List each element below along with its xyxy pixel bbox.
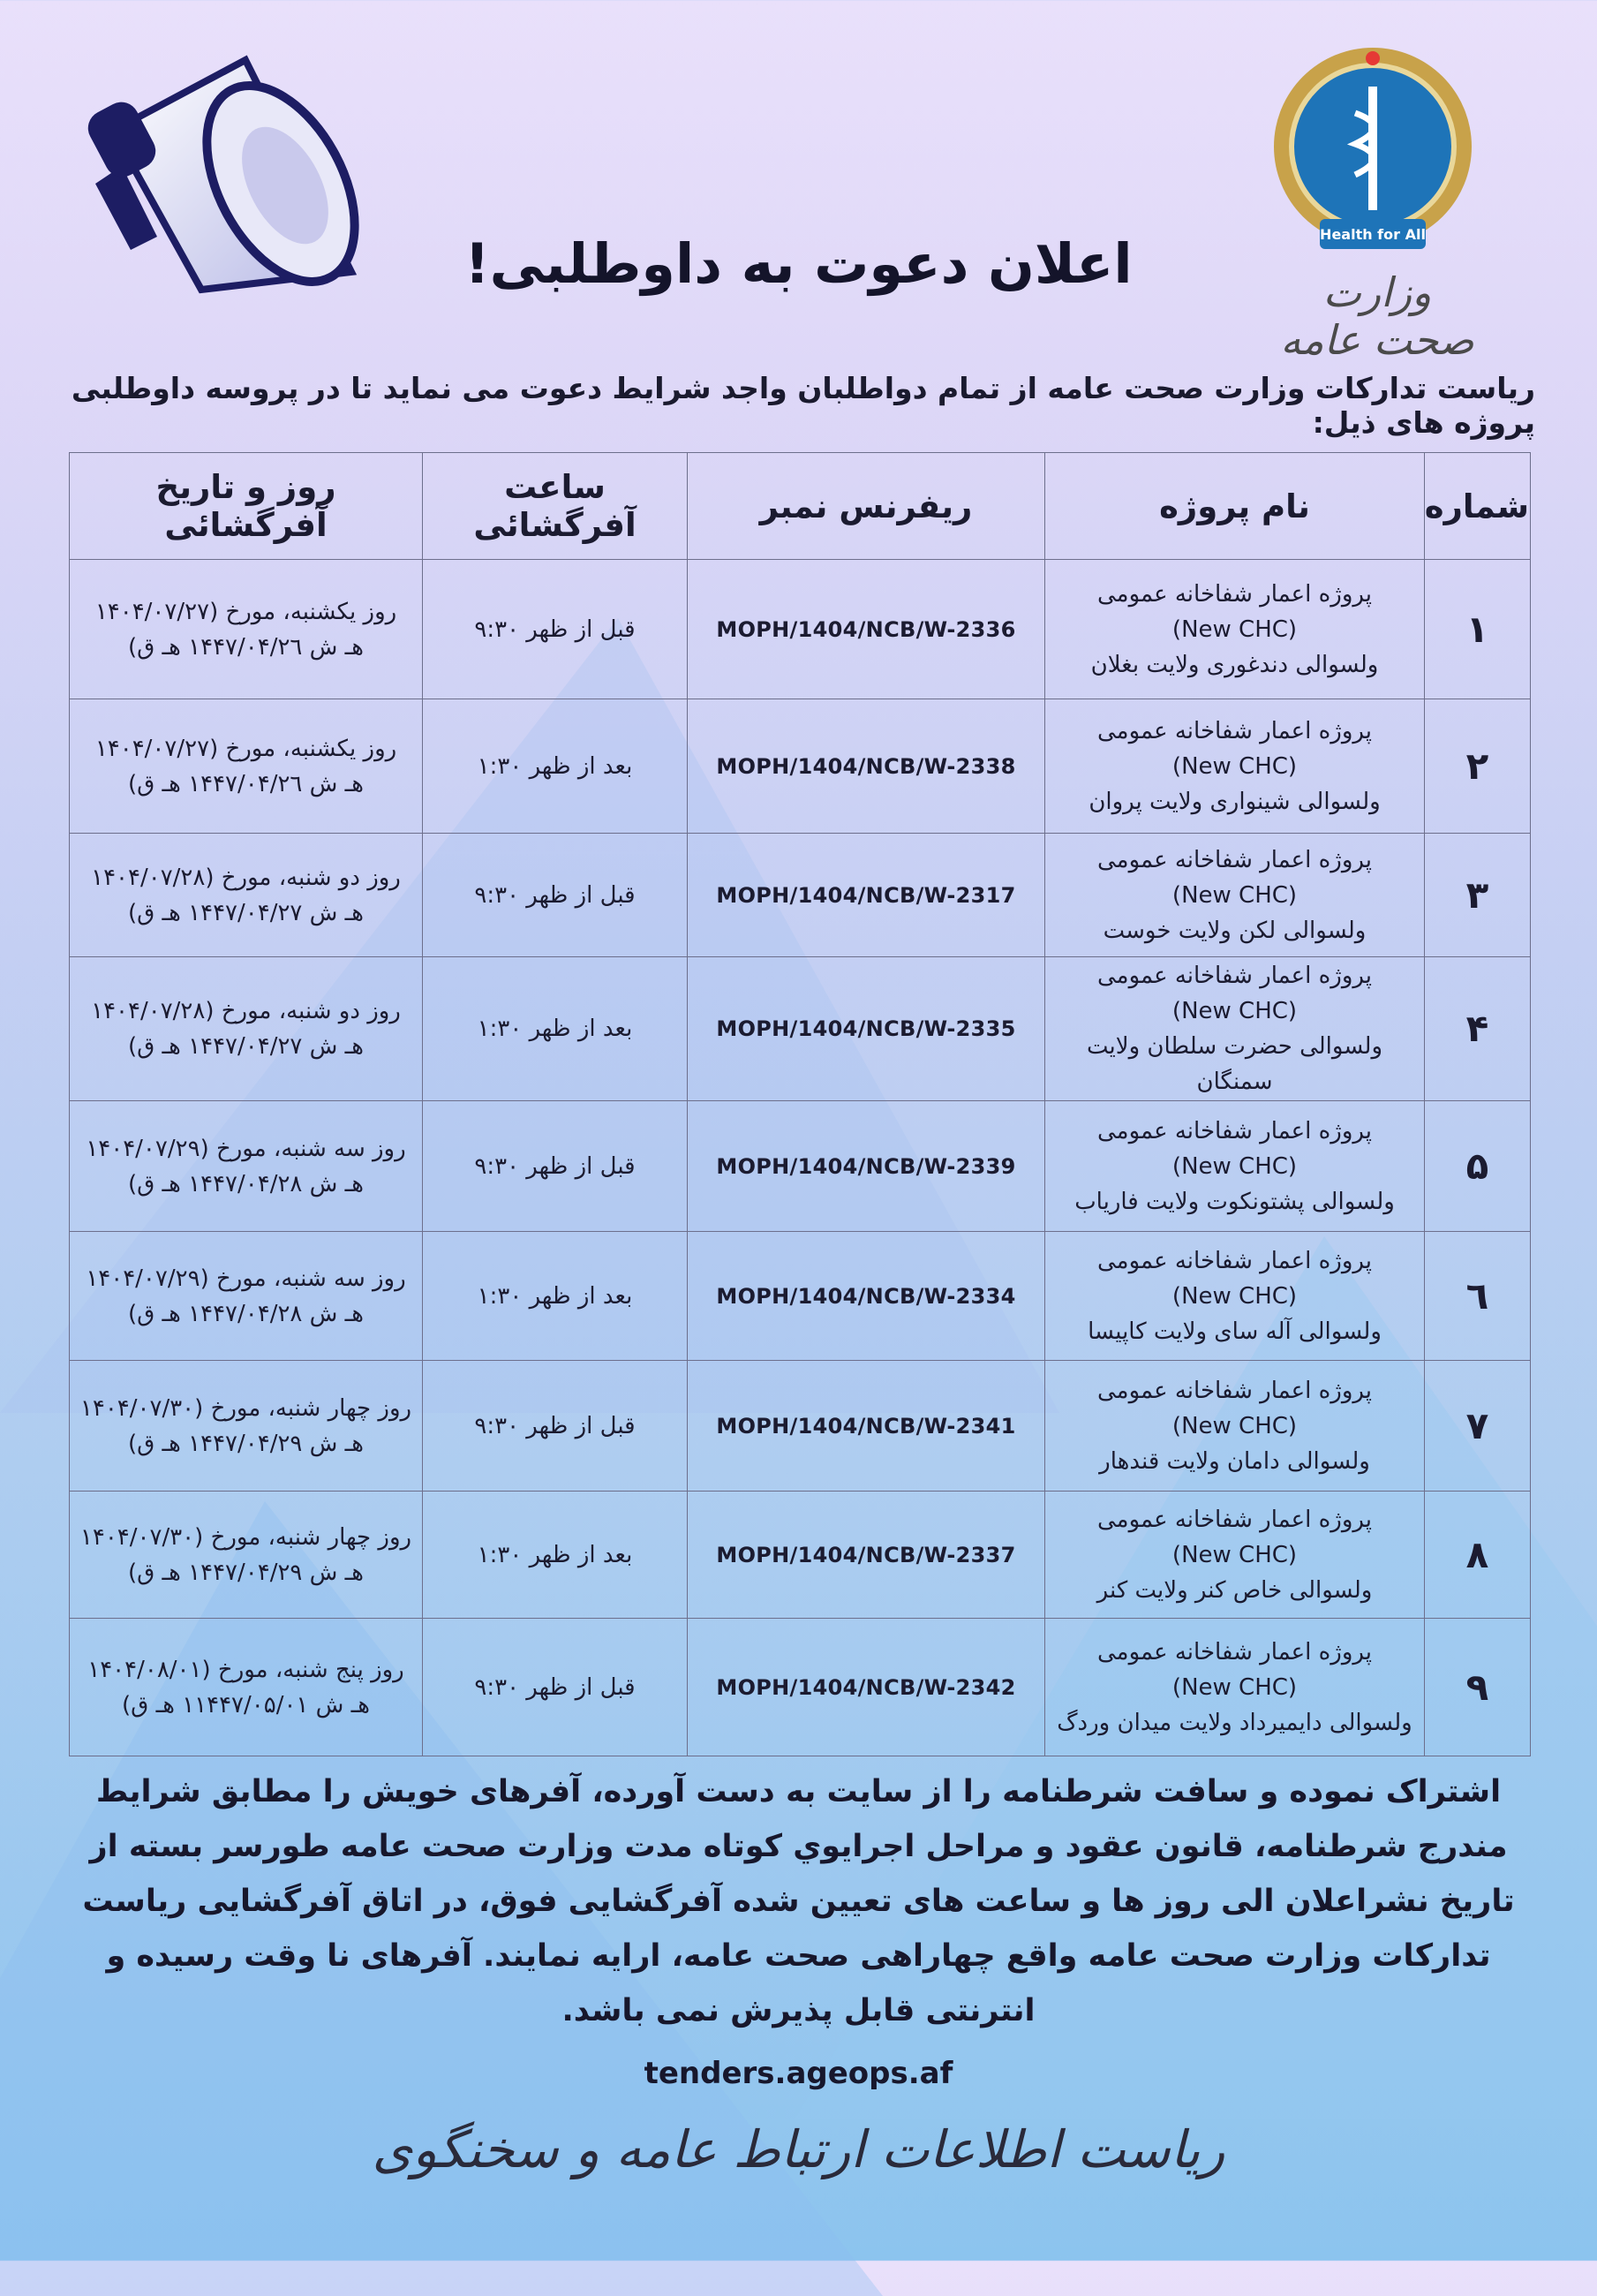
cell-date — [70, 1101, 423, 1232]
cell-date — [70, 699, 423, 834]
project-line-2: (New CHC) — [1171, 1282, 1298, 1310]
megaphone-icon — [60, 51, 378, 343]
cell-date — [70, 957, 423, 1101]
project-line-2: (New CHC) — [1171, 1412, 1298, 1439]
date-line-2: هـ ش ۱۴۴۷/۰۴/۲٦ هـ ق) — [127, 770, 365, 797]
table-row — [70, 1619, 1531, 1756]
cell-date — [70, 834, 423, 957]
table-row — [70, 1101, 1531, 1232]
table-row — [70, 1361, 1531, 1492]
cell-number: ۵ — [1425, 1101, 1531, 1232]
header-project: نام پروژه — [1045, 453, 1425, 560]
cell-reference: MOPH/1404/NCB/W-2339 — [688, 1101, 1045, 1232]
cell-reference: MOPH/1404/NCB/W-2336 — [688, 560, 1045, 699]
ministry-emblem — [1258, 42, 1549, 364]
header-number: شماره — [1425, 453, 1531, 560]
cell-date — [70, 1619, 423, 1756]
project-line-3: ولسوالی دامان ولایت قندهار — [1099, 1447, 1370, 1475]
cell-time: قبل از ظهر ۹:۳۰ — [423, 1361, 688, 1492]
project-line-1: پروژه اعمار شفاخانه عمومی — [1097, 1247, 1372, 1274]
cell-project — [1045, 699, 1425, 834]
project-line-1: پروژه اعمار شفاخانه عمومی — [1097, 1117, 1372, 1144]
project-line-3: ولسوالی حضرت سلطان ولایت سمنگان — [1086, 1033, 1383, 1095]
date-line-2: هـ ش ۱۴۴۷/۰۴/۲۸ هـ ق) — [127, 1300, 365, 1327]
date-line-2: هـ ش ۱۴۴۷/۰۴/۲۷ هـ ق) — [127, 899, 365, 926]
project-line-1: پروژه اعمار شفاخانه عمومی — [1097, 580, 1372, 608]
cell-reference: MOPH/1404/NCB/W-2341 — [688, 1361, 1045, 1492]
date-line-1: روز دو شنبه، مورخ (۱۴۰۴/۰۷/۲۸ — [91, 864, 401, 891]
signature-calligraphy: ریاست اطلاعات ارتباط عامه و سخنگوی — [372, 2119, 1225, 2179]
date-line-1: روز سه شنبه، مورخ (۱۴۰۴/۰۷/۲۹ — [86, 1135, 406, 1162]
cell-reference: MOPH/1404/NCB/W-2337 — [688, 1492, 1045, 1619]
table-row — [70, 699, 1531, 834]
cell-number: ۸ — [1425, 1492, 1531, 1619]
cell-time: قبل از ظهر ۹:۳۰ — [423, 1619, 688, 1756]
project-line-3: ولسوالی آله سای ولایت کاپیسا — [1088, 1318, 1382, 1345]
cell-time: قبل از ظهر ۹:۳۰ — [423, 1101, 688, 1232]
ministry-script: وزارت صحت عامه — [1280, 268, 1474, 364]
table-row — [70, 957, 1531, 1101]
cell-project — [1045, 1619, 1425, 1756]
cell-number: ۳ — [1425, 834, 1531, 957]
cell-project — [1045, 957, 1425, 1101]
date-line-1: روز دو شنبه، مورخ (۱۴۰۴/۰۷/۲۸ — [91, 998, 401, 1024]
table-header-row — [70, 453, 1531, 560]
date-line-1: روز یکشنبه، مورخ (۱۴۰۴/۰۷/۲۷ — [94, 598, 397, 625]
cell-time: قبل از ظهر ۹:۳۰ — [423, 560, 688, 699]
table-row — [70, 560, 1531, 699]
project-line-1: پروژه اعمار شفاخانه عمومی — [1097, 846, 1372, 873]
project-line-2: (New CHC) — [1171, 616, 1298, 643]
project-line-3: ولسوالی دایمیرداد ولایت میدان وردگ — [1057, 1709, 1412, 1736]
project-line-1: پروژه اعمار شفاخانه عمومی — [1097, 1377, 1372, 1404]
cell-number: ۱ — [1425, 560, 1531, 699]
project-line-2: (New CHC) — [1171, 881, 1298, 909]
emblem-text: Health for All — [1320, 226, 1426, 243]
project-line-2: (New CHC) — [1171, 998, 1298, 1024]
cell-project — [1045, 560, 1425, 699]
date-line-1: روز سه شنبه، مورخ (۱۴۰۴/۰۷/۲۹ — [86, 1265, 406, 1292]
cell-reference: MOPH/1404/NCB/W-2342 — [688, 1619, 1045, 1756]
cell-date — [70, 1492, 423, 1619]
cell-time: قبل از ظهر ۹:۳۰ — [423, 834, 688, 957]
cell-number: ۹ — [1425, 1619, 1531, 1756]
project-line-1: پروژه اعمار شفاخانه عمومی — [1097, 963, 1372, 989]
date-line-1: روز پنج شنبه، مورخ (۱۴۰۴/۰۸/۰۱ — [87, 1656, 404, 1683]
cell-number: ۴ — [1425, 957, 1531, 1101]
cell-time: بعد از ظهر ۱:۳۰ — [423, 699, 688, 834]
date-line-2: هـ ش ۱۴۴۷/۰۴/۲۹ هـ ق) — [127, 1559, 365, 1586]
table-row — [70, 1232, 1531, 1361]
cell-time: بعد از ظهر ۱:۳۰ — [423, 957, 688, 1101]
date-line-2: هـ ش ۱۴۴۷/۰۴/۲۹ هـ ق) — [127, 1430, 365, 1457]
intro-text: ریاست تدارکات وزارت صحت عامه از تمام دواطلبان واجد شرایط دعوت می نماید تا در پروسه داوطلبی پروژه های ذیل: — [71, 371, 1535, 440]
project-line-3: ولسوالی شینواری ولایت پروان — [1089, 788, 1381, 815]
website-link[interactable]: tenders.ageops.af — [644, 2056, 953, 2091]
cell-time: بعد از ظهر ۱:۳۰ — [423, 1232, 688, 1361]
cell-date — [70, 1232, 423, 1361]
cell-reference: MOPH/1404/NCB/W-2338 — [688, 699, 1045, 834]
project-line-3: ولسوالی دندغوری ولایت بغلان — [1090, 651, 1379, 678]
project-line-1: پروژه اعمار شفاخانه عمومی — [1097, 1638, 1372, 1665]
date-line-2: هـ ش ۱۴۴۷/۰۴/۲۷ هـ ق) — [127, 1033, 365, 1060]
notice-text: اشتراک نموده و سافت شرطنامه را از سایت به دست آورده، آفرهای خویش را مطابق شرایط مندرج شرطنامه، قانون عقود و مراحل اجرایوي کوتاه مدت وزارت صحت عامه طورسر بسته از تاریخ نشراعلان الی روز ها و ساعت های تعیین شده آفرگشایی فوق، در اتاق آفرگشایی ریاست تدارکات وزارت صحت عامه واقع چهاراهی صحت عامه، ارایه نمایند. آفرهای نا وقت رسیده و انترنتی قابل پذیرش نمی باشد. — [82, 1774, 1515, 2028]
date-line-2: هـ ش ۱۴۴۷/۰۴/۲۸ هـ ق) — [127, 1170, 365, 1197]
page-title: اعلان دعوت به داوطلبی! — [464, 231, 1133, 296]
project-line-2: (New CHC) — [1171, 752, 1298, 780]
cell-number: ٦ — [1425, 1232, 1531, 1361]
date-line-1: روز چهار شنبه، مورخ (۱۴۰۴/۰۷/۳۰ — [79, 1523, 412, 1551]
table-row — [70, 834, 1531, 957]
date-line-2: هـ ش ۱۱۴۴۷/۰۵/۰۱ هـ ق) — [122, 1691, 370, 1718]
cell-project — [1045, 1492, 1425, 1619]
header-reference: ریفرنس نمبر — [688, 453, 1045, 560]
cell-reference: MOPH/1404/NCB/W-2317 — [688, 834, 1045, 957]
project-line-2: (New CHC) — [1171, 1541, 1298, 1568]
project-line-2: (New CHC) — [1171, 1152, 1298, 1180]
cell-project — [1045, 1101, 1425, 1232]
header-date: روز و تاریخ آفرگشائی — [70, 453, 423, 560]
cell-number: ۷ — [1425, 1361, 1531, 1492]
project-line-3: ولسوالی خاص کنر ولایت کنر — [1096, 1576, 1373, 1604]
cell-date — [70, 1361, 423, 1492]
project-line-1: پروژه اعمار شفاخانه عمومی — [1097, 717, 1372, 744]
cell-reference: MOPH/1404/NCB/W-2334 — [688, 1232, 1045, 1361]
project-line-3: ولسوالی پشتونکوت ولایت فاریاب — [1074, 1188, 1395, 1215]
cell-project — [1045, 834, 1425, 957]
cell-project — [1045, 1361, 1425, 1492]
table-row — [70, 1492, 1531, 1619]
date-line-1: روز یکشنبه، مورخ (۱۴۰۴/۰۷/۲۷ — [94, 735, 397, 762]
tender-table — [69, 452, 1530, 1756]
cell-time: بعد از ظهر ۱:۳۰ — [423, 1492, 688, 1619]
cell-project — [1045, 1232, 1425, 1361]
cell-number: ۲ — [1425, 699, 1531, 834]
cell-date — [70, 560, 423, 699]
project-line-3: ولسوالی لکن ولایت خوست — [1103, 917, 1367, 944]
cell-reference: MOPH/1404/NCB/W-2335 — [688, 957, 1045, 1101]
date-line-1: روز چهار شنبه، مورخ (۱۴۰۴/۰۷/۳۰ — [79, 1394, 412, 1422]
project-line-2: (New CHC) — [1171, 1673, 1298, 1701]
header-time: ساعت آفرگشائی — [423, 453, 688, 560]
date-line-2: هـ ش ۱۴۴۷/۰۴/۲٦ هـ ق) — [127, 633, 365, 661]
project-line-1: پروژه اعمار شفاخانه عمومی — [1097, 1506, 1372, 1533]
